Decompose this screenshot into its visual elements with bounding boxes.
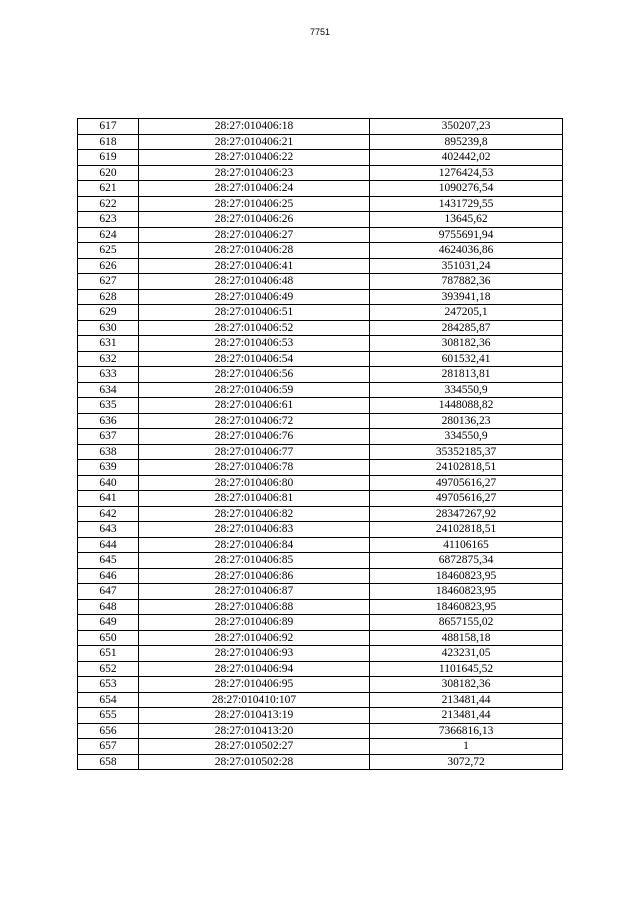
row-number-cell: 626 bbox=[78, 258, 139, 274]
value-cell: 280136,23 bbox=[370, 413, 563, 429]
value-cell: 423231,05 bbox=[370, 646, 563, 662]
table-row bbox=[78, 165, 563, 181]
value-cell: 9755691,94 bbox=[370, 227, 563, 243]
value-cell: 35352185,37 bbox=[370, 444, 563, 460]
value-cell: 308182,36 bbox=[370, 677, 563, 693]
value-cell: 1431729,55 bbox=[370, 196, 563, 212]
value-cell: 284285,87 bbox=[370, 320, 563, 336]
row-number-cell: 644 bbox=[78, 537, 139, 553]
value-cell: 41106165 bbox=[370, 537, 563, 553]
row-number-cell: 639 bbox=[78, 460, 139, 476]
row-number-cell: 633 bbox=[78, 367, 139, 383]
value-cell: 18460823,95 bbox=[370, 568, 563, 584]
cadastral-number-cell: 28:27:010406:56 bbox=[139, 367, 370, 383]
value-cell: 895239,8 bbox=[370, 134, 563, 150]
cadastral-number-cell: 28:27:010406:81 bbox=[139, 491, 370, 507]
table-row bbox=[78, 243, 563, 259]
cadastral-number-cell: 28:27:010406:95 bbox=[139, 677, 370, 693]
table-row bbox=[78, 630, 563, 646]
table-row bbox=[78, 460, 563, 476]
row-number-cell: 617 bbox=[78, 119, 139, 135]
row-number-cell: 636 bbox=[78, 413, 139, 429]
table-row bbox=[78, 584, 563, 600]
cadastral-number-cell: 28:27:010406:93 bbox=[139, 646, 370, 662]
row-number-cell: 622 bbox=[78, 196, 139, 212]
table-row bbox=[78, 537, 563, 553]
value-cell: 1448088,82 bbox=[370, 398, 563, 414]
row-number-cell: 651 bbox=[78, 646, 139, 662]
table-row bbox=[78, 661, 563, 677]
cadastral-number-cell: 28:27:010406:21 bbox=[139, 134, 370, 150]
table-row bbox=[78, 429, 563, 445]
table-row bbox=[78, 274, 563, 290]
table-row bbox=[78, 491, 563, 507]
row-number-cell: 629 bbox=[78, 305, 139, 321]
table-row bbox=[78, 227, 563, 243]
row-number-cell: 634 bbox=[78, 382, 139, 398]
table-row bbox=[78, 212, 563, 228]
table-row bbox=[78, 382, 563, 398]
value-cell: 13645,62 bbox=[370, 212, 563, 228]
table-row bbox=[78, 196, 563, 212]
value-cell: 350207,23 bbox=[370, 119, 563, 135]
table-row bbox=[78, 289, 563, 305]
row-number-cell: 646 bbox=[78, 568, 139, 584]
cadastral-number-cell: 28:27:010406:82 bbox=[139, 506, 370, 522]
value-cell: 8657155,02 bbox=[370, 615, 563, 631]
cadastral-number-cell: 28:27:010406:80 bbox=[139, 475, 370, 491]
table-row bbox=[78, 615, 563, 631]
table-row bbox=[78, 506, 563, 522]
table-row bbox=[78, 739, 563, 755]
value-cell: 281813,81 bbox=[370, 367, 563, 383]
row-number-cell: 618 bbox=[78, 134, 139, 150]
row-number-cell: 620 bbox=[78, 165, 139, 181]
cadastral-number-cell: 28:27:010406:77 bbox=[139, 444, 370, 460]
cadastral-number-cell: 28:27:010406:76 bbox=[139, 429, 370, 445]
row-number-cell: 638 bbox=[78, 444, 139, 460]
cadastral-number-cell: 28:27:010502:28 bbox=[139, 754, 370, 770]
cadastral-number-cell: 28:27:010406:87 bbox=[139, 584, 370, 600]
table-row bbox=[78, 692, 563, 708]
table-row bbox=[78, 367, 563, 383]
value-cell: 393941,18 bbox=[370, 289, 563, 305]
table-row bbox=[78, 444, 563, 460]
cadastral-number-cell: 28:27:010406:26 bbox=[139, 212, 370, 228]
table-row bbox=[78, 522, 563, 538]
cadastral-number-cell: 28:27:010406:85 bbox=[139, 553, 370, 569]
value-cell: 1276424,53 bbox=[370, 165, 563, 181]
value-cell: 1090276,54 bbox=[370, 181, 563, 197]
table-row bbox=[78, 708, 563, 724]
value-cell: 601532,41 bbox=[370, 351, 563, 367]
row-number-cell: 656 bbox=[78, 723, 139, 739]
value-cell: 213481,44 bbox=[370, 708, 563, 724]
cadastral-number-cell: 28:27:010413:20 bbox=[139, 723, 370, 739]
row-number-cell: 655 bbox=[78, 708, 139, 724]
value-cell: 787882,36 bbox=[370, 274, 563, 290]
value-cell: 28347267,92 bbox=[370, 506, 563, 522]
value-cell: 18460823,95 bbox=[370, 584, 563, 600]
row-number-cell: 648 bbox=[78, 599, 139, 615]
table-row bbox=[78, 568, 563, 584]
cadastral-number-cell: 28:27:010406:61 bbox=[139, 398, 370, 414]
table-row bbox=[78, 258, 563, 274]
cadastral-number-cell: 28:27:010406:86 bbox=[139, 568, 370, 584]
value-cell: 4624036,86 bbox=[370, 243, 563, 259]
cadastral-number-cell: 28:27:010406:59 bbox=[139, 382, 370, 398]
cadastral-number-cell: 28:27:010406:84 bbox=[139, 537, 370, 553]
cadastral-number-cell: 28:27:010406:72 bbox=[139, 413, 370, 429]
cadastral-number-cell: 28:27:010406:92 bbox=[139, 630, 370, 646]
row-number-cell: 649 bbox=[78, 615, 139, 631]
row-number-cell: 632 bbox=[78, 351, 139, 367]
row-number-cell: 635 bbox=[78, 398, 139, 414]
cadastral-number-cell: 28:27:010406:52 bbox=[139, 320, 370, 336]
value-cell: 1101645,52 bbox=[370, 661, 563, 677]
table-row bbox=[78, 599, 563, 615]
cadastral-number-cell: 28:27:010406:54 bbox=[139, 351, 370, 367]
cadastral-number-cell: 28:27:010406:25 bbox=[139, 196, 370, 212]
cadastral-number-cell: 28:27:010406:83 bbox=[139, 522, 370, 538]
cadastral-number-cell: 28:27:010406:28 bbox=[139, 243, 370, 259]
row-number-cell: 650 bbox=[78, 630, 139, 646]
row-number-cell: 658 bbox=[78, 754, 139, 770]
row-number-cell: 630 bbox=[78, 320, 139, 336]
table-row bbox=[78, 398, 563, 414]
row-number-cell: 627 bbox=[78, 274, 139, 290]
cadastral-number-cell: 28:27:010406:48 bbox=[139, 274, 370, 290]
cadastral-number-cell: 28:27:010406:89 bbox=[139, 615, 370, 631]
row-number-cell: 657 bbox=[78, 739, 139, 755]
row-number-cell: 654 bbox=[78, 692, 139, 708]
table-row bbox=[78, 553, 563, 569]
value-cell: 308182,36 bbox=[370, 336, 563, 352]
cadastral-number-cell: 28:27:010410:107 bbox=[139, 692, 370, 708]
row-number-cell: 647 bbox=[78, 584, 139, 600]
cadastral-number-cell: 28:27:010406:23 bbox=[139, 165, 370, 181]
cadastral-number-cell: 28:27:010406:49 bbox=[139, 289, 370, 305]
cadastral-number-cell: 28:27:010406:41 bbox=[139, 258, 370, 274]
value-cell: 488158,18 bbox=[370, 630, 563, 646]
row-number-cell: 652 bbox=[78, 661, 139, 677]
value-cell: 49705616,27 bbox=[370, 475, 563, 491]
row-number-cell: 621 bbox=[78, 181, 139, 197]
value-cell: 1 bbox=[370, 739, 563, 755]
row-number-cell: 637 bbox=[78, 429, 139, 445]
cadastral-number-cell: 28:27:010406:51 bbox=[139, 305, 370, 321]
table-row bbox=[78, 134, 563, 150]
value-cell: 351031,24 bbox=[370, 258, 563, 274]
table-row bbox=[78, 320, 563, 336]
value-cell: 6872875,34 bbox=[370, 553, 563, 569]
cadastral-number-cell: 28:27:010406:88 bbox=[139, 599, 370, 615]
cadastral-number-cell: 28:27:010406:24 bbox=[139, 181, 370, 197]
table-row bbox=[78, 119, 563, 135]
row-number-cell: 623 bbox=[78, 212, 139, 228]
row-number-cell: 640 bbox=[78, 475, 139, 491]
cadastral-number-cell: 28:27:010406:18 bbox=[139, 119, 370, 135]
value-cell: 3072,72 bbox=[370, 754, 563, 770]
table-row bbox=[78, 336, 563, 352]
value-cell: 334550,9 bbox=[370, 382, 563, 398]
cadastral-number-cell: 28:27:010406:27 bbox=[139, 227, 370, 243]
row-number-cell: 628 bbox=[78, 289, 139, 305]
table-row bbox=[78, 150, 563, 166]
value-cell: 49705616,27 bbox=[370, 491, 563, 507]
value-cell: 334550,9 bbox=[370, 429, 563, 445]
value-cell: 402442,02 bbox=[370, 150, 563, 166]
table-row bbox=[78, 646, 563, 662]
table-row bbox=[78, 413, 563, 429]
table-row bbox=[78, 754, 563, 770]
table-body bbox=[78, 119, 563, 770]
cadastral-number-cell: 28:27:010406:94 bbox=[139, 661, 370, 677]
row-number-cell: 624 bbox=[78, 227, 139, 243]
row-number-cell: 625 bbox=[78, 243, 139, 259]
cadastral-number-cell: 28:27:010413:19 bbox=[139, 708, 370, 724]
cadastral-number-cell: 28:27:010406:78 bbox=[139, 460, 370, 476]
row-number-cell: 643 bbox=[78, 522, 139, 538]
row-number-cell: 645 bbox=[78, 553, 139, 569]
value-cell: 213481,44 bbox=[370, 692, 563, 708]
table-row bbox=[78, 351, 563, 367]
cadastral-table bbox=[77, 118, 563, 770]
value-cell: 24102818,51 bbox=[370, 522, 563, 538]
value-cell: 247205,1 bbox=[370, 305, 563, 321]
table-row bbox=[78, 181, 563, 197]
table-row bbox=[78, 475, 563, 491]
row-number-cell: 653 bbox=[78, 677, 139, 693]
row-number-cell: 642 bbox=[78, 506, 139, 522]
value-cell: 24102818,51 bbox=[370, 460, 563, 476]
row-number-cell: 619 bbox=[78, 150, 139, 166]
row-number-cell: 641 bbox=[78, 491, 139, 507]
cadastral-number-cell: 28:27:010406:53 bbox=[139, 336, 370, 352]
cadastral-number-cell: 28:27:010502:27 bbox=[139, 739, 370, 755]
table-row bbox=[78, 723, 563, 739]
value-cell: 7366816,13 bbox=[370, 723, 563, 739]
page-number: 7751 bbox=[309, 27, 331, 37]
table-row bbox=[78, 677, 563, 693]
cadastral-number-cell: 28:27:010406:22 bbox=[139, 150, 370, 166]
row-number-cell: 631 bbox=[78, 336, 139, 352]
table-row bbox=[78, 305, 563, 321]
value-cell: 18460823,95 bbox=[370, 599, 563, 615]
